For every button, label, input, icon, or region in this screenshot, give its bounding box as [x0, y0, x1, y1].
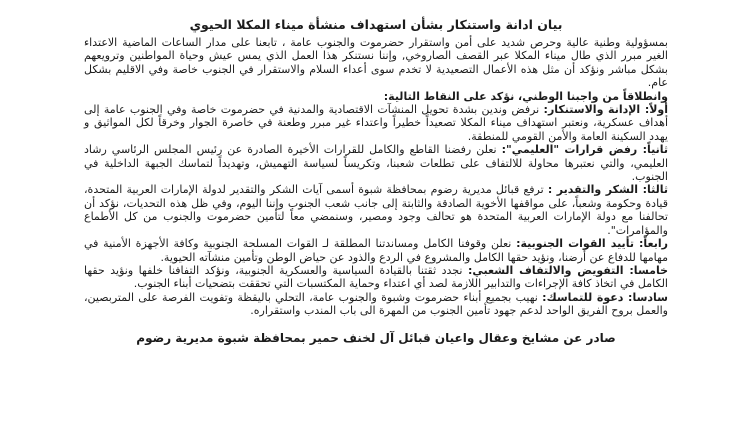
- section-heading: سادسا: دعوة للتماسك:: [542, 290, 668, 304]
- section-body: نعلن وقوفنا الكامل ومساندتنا المطلقة لـ القوات المسلحة الجنوبية وكافة الأجهزة الأمنية في مهامها للدفاع عن أرضنا، ونؤيد حقها الكامل والمشروع في الردع والذود عن حياض الوطن وتأمين منشآته الحيوية.: [84, 237, 668, 264]
- sections-container: [84, 103, 668, 318]
- section-heading: ثانياً: رفض قرارات "العليمي":: [501, 143, 668, 157]
- section-body: نعلن رفضنا القاطع والكامل للقرارات الأخيرة الصادرة عن رئيس المجلس الرئاسي رشاد العليمي، والتي نعتبرها محاولة للالتفاف على تطلعات شعبنا، وتكريساً لسياسة التهميش، وتهديداً لتماسك الجبهة الداخلية في الجنوب.: [84, 143, 668, 184]
- section-body: نهيب بجميع أبناء حضرموت وشبوة والجنوب عامة، التحلي باليقظة وتفويت الفرصة على المتربصين، والعمل بروح الفريق الواحد لدعم جهود تأمين الجنوب من المهرة الى باب المندب واستقراره.: [84, 290, 668, 318]
- issuer-line: صادر عن مشايخ وعقال واعيان قبائل آل لخنف حمير بمحافظة شبوة مديرية رضوم: [136, 330, 616, 345]
- section-paragraph: [84, 143, 668, 183]
- document-title: بيان ادانة واستنكار بشأن استهداف منشأة ميناء المكلا الحيوي: [189, 17, 563, 32]
- section-heading: خامسا: التفويض والالتفاف الشعبي:: [468, 263, 669, 277]
- section-paragraph: [84, 183, 668, 237]
- section-paragraph: [84, 291, 668, 318]
- section-body: ترفع قبائل مديرية رضوم بمحافظة شبوة أسمى آيات الشكر والتقدير لدولة الإمارات العربية المتحدة، قيادة وحكومة وشعباً، على مواقفها الأخوية الصادقة والثابتة إلى جانب شعب الجنوب وإننا اليوم، وفي ظل هذه التحديات، نؤكد أن تحالفنا مع دولة الإمارات العربية المتحدة هو تحالف وجود ومصير، وسنمضي معاً لتأمين حضرموت والجنوب من كل الأطماع والمؤامرات".: [84, 183, 668, 237]
- section-paragraph: [84, 103, 668, 143]
- intro-paragraph: بمسؤولية وطنية عالية وحرص شديد على أمن واستقرار حضرموت والجنوب عامة ، تابعنا على مدار الساعات الماضية الاعتداء الغير مبرر الذي طال ميناء المكلا عبر القصف الصاروخي, وإننا نستنكر هذا العمل الذي يمس عيش وحياة المواطنين وترويعهم بشكل مباشر ونؤكد أن مثل هذه الأعمال التصعيدية لا تخدم سوى أعداء السلام والاستقرار في الجنوب خاصة وفي الاقليم بشكل عام.: [84, 36, 668, 90]
- section-heading: أولاً: الإدانة والاستنكار:: [543, 103, 669, 117]
- section-paragraph: [84, 237, 668, 264]
- preamble-line: وانطلاقاً من واجبنا الوطني، نؤكد على النقاط التالية:: [383, 89, 668, 103]
- section-body: نرفض وندين بشدة تحويل المنشآت الاقتصادية والمدنية في حضرموت خاصة وفي الجنوب عامة إلى أهداف عسكرية، ونعتبر استهداف ميناء المكلا تصعيداً خطيراً واعتداء غير مبرر وطعنة في خاصرة الجوار وخرقاً لكل المواثيق و يهدد السكينة العامة والأمن القومي للمنطقة.: [84, 103, 668, 143]
- section-heading: رابعاً: تأييد القوات الجنوبية:: [516, 237, 669, 251]
- section-heading: ثالثا: الشكر والتقدير :: [547, 183, 668, 197]
- section-body: نجدد ثقتنا بالقيادة السياسية والعسكرية الجنوبية، ونؤكد التفافنا خلفها ونؤيد حقها الكامل في اتخاذ كافة الإجراءات والتدابير اللازمة لصد أي اعتداء وحماية المكتسبات التي تحققت بتضحيات أبناء الجنوب.: [84, 263, 668, 291]
- section-paragraph: [84, 264, 668, 291]
